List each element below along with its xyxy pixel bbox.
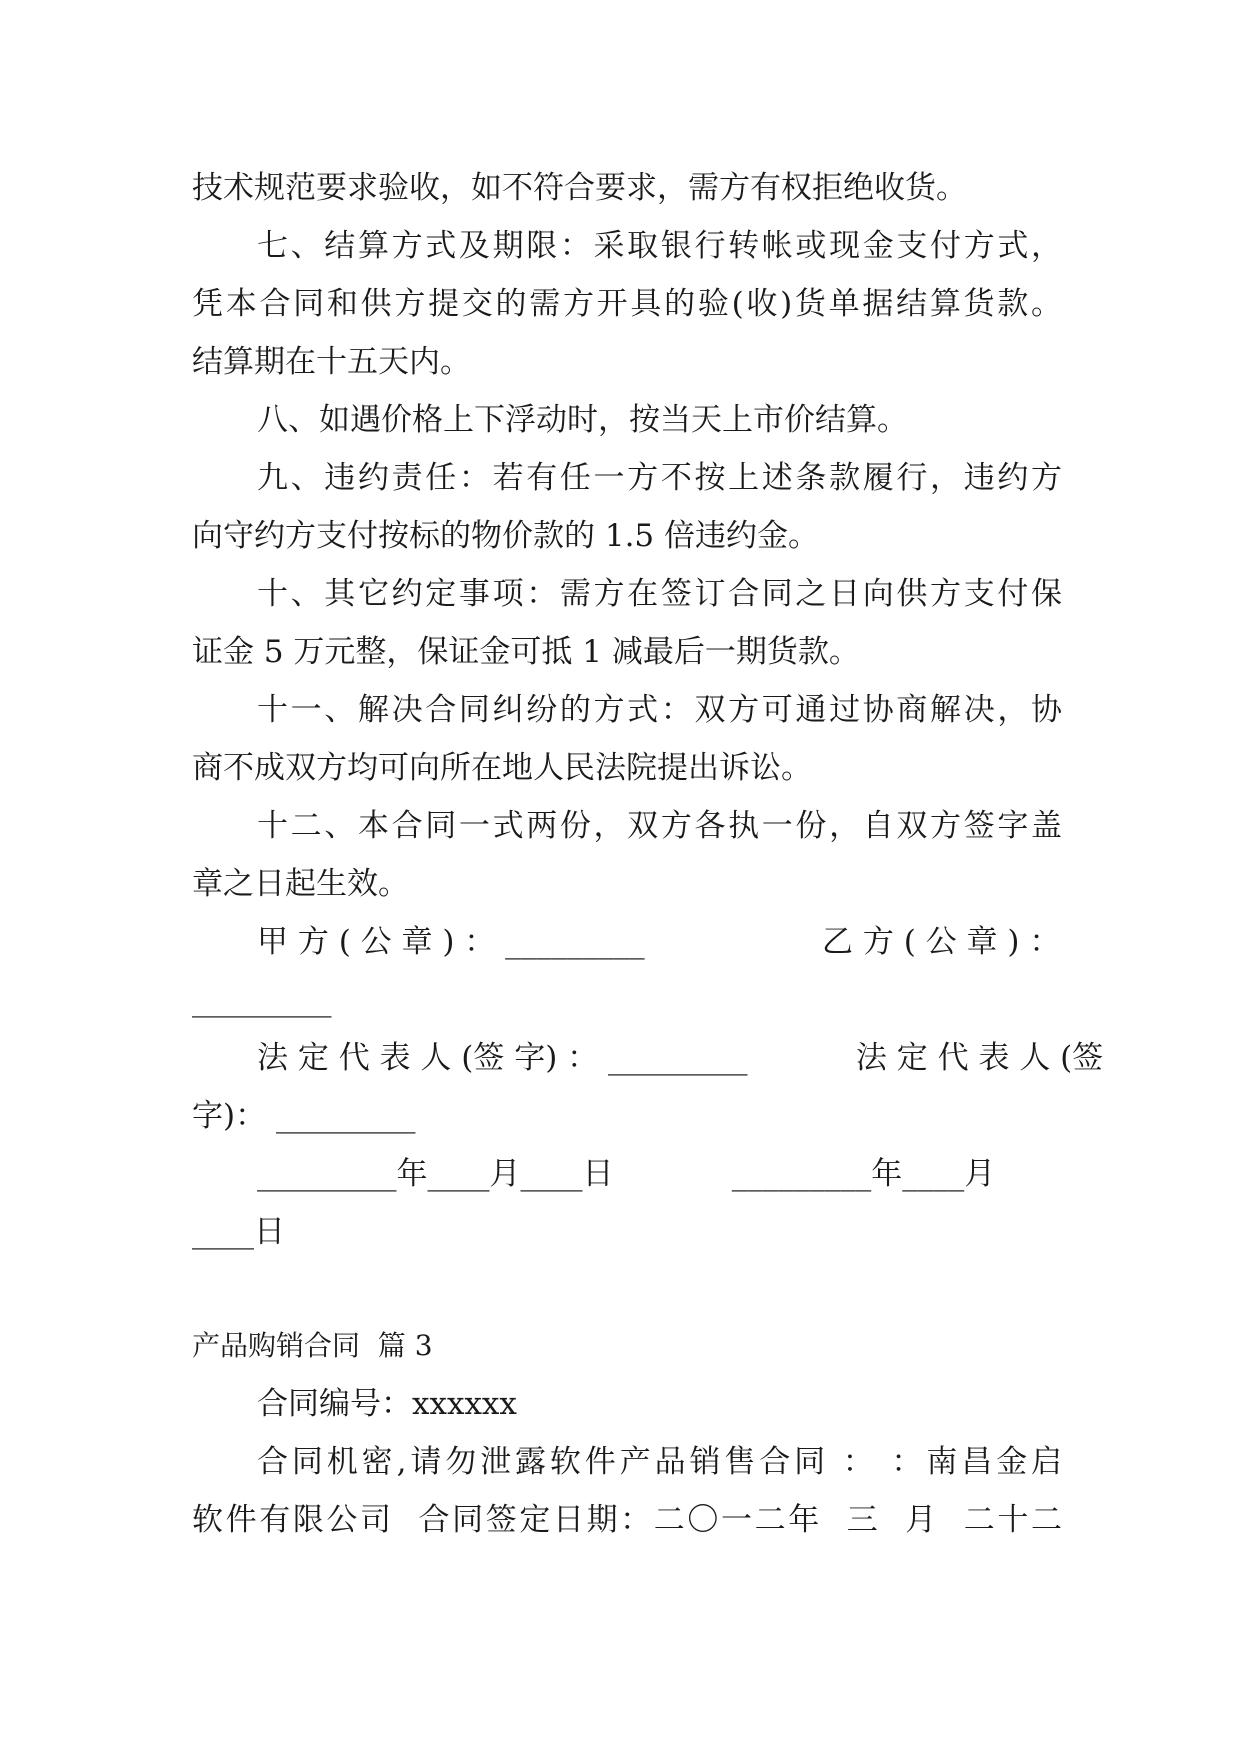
body-line: 技术规范要求验收，如不符合要求，需方有权拒绝收货。: [192, 170, 967, 206]
body-line: 九、违约责任：若有任一方不按上述条款履行，违约方: [257, 460, 1062, 496]
body-line: 合同机密,请勿泄露软件产品销售合同 ： ：南昌金启: [257, 1444, 1062, 1480]
body-line: 软件有限公司 合同签定日期：二〇一二年 三 月 二十二: [192, 1502, 1062, 1538]
body-line: 十一、解决合同纠纷的方式：双方可通过协商解决，协: [257, 692, 1062, 728]
signature-line-representative: 法 定 代 表 人 (签 字) ： _________ 法 定 代 表 人 (签: [257, 1040, 1104, 1076]
contract-number: 合同编号：xxxxxx: [257, 1386, 517, 1422]
signature-line-seal: 甲 方 ( 公 章 ) ： _________ 乙 方 ( 公 章 ) ：: [257, 924, 1061, 960]
body-line: 向守约方支付按标的物价款的 1.5 倍违约金。: [192, 518, 820, 554]
date-line: _________年____月____日 _________年____月: [257, 1156, 996, 1192]
body-line: 商不成双方均可向所在地人民法院提出诉讼。: [192, 750, 812, 786]
signature-blank: 字)： _________: [192, 1098, 416, 1134]
body-line: 十、其它约定事项：需方在签订合同之日向供方支付保: [257, 576, 1062, 612]
body-line: 八、如遇价格上下浮动时，按当天上市价结算。: [257, 402, 908, 438]
body-line: 结算期在十五天内。: [192, 344, 471, 380]
date-line: ____日: [192, 1214, 285, 1250]
body-line: 十二、本合同一式两份，双方各执一份，自双方签字盖: [257, 808, 1062, 844]
signature-blank: _________: [192, 982, 332, 1018]
section-title: 产品购销合同 篇 3: [192, 1329, 433, 1362]
body-line: 七、结算方式及期限：采取银行转帐或现金支付方式，: [257, 228, 1062, 264]
body-line: 章之日起生效。: [192, 866, 409, 902]
body-line: 证金 5 万元整，保证金可抵 1 减最后一期货款。: [192, 634, 860, 670]
body-line: 凭本合同和供方提交的需方开具的验(收)货单据结算货款。: [192, 286, 1062, 322]
